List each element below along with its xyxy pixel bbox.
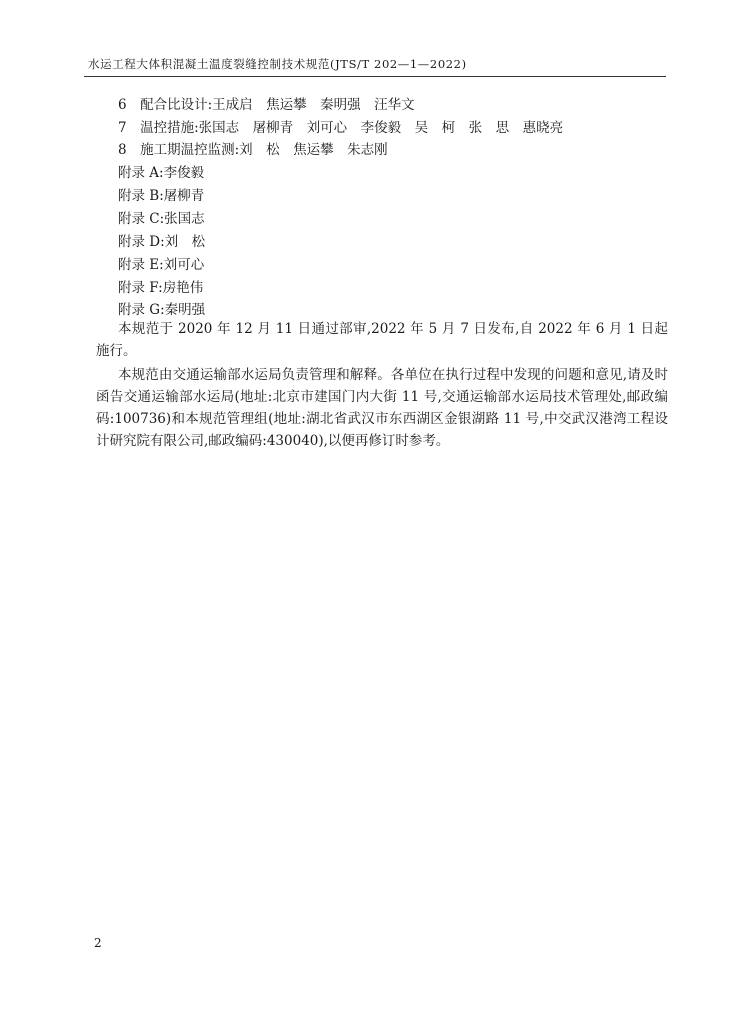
credit-line: 附录 D:刘 松 <box>118 234 206 250</box>
credit-line: 8 施工期温控监测:刘 松 焦运攀 朱志刚 <box>118 142 388 158</box>
credit-line: 附录 E:刘可心 <box>118 257 205 273</box>
approval-paragraph: 本规范于 2020 年 12 月 11 日通过部审,2022 年 5 月 7 日发布,自 2022 年 6 月 1 日起施行。 <box>96 321 668 359</box>
credit-line: 附录 G:秦明强 <box>118 302 206 318</box>
credit-line: 7 温控措施:张国志 屠柳青 刘可心 李俊毅 吴 柯 张 思 惠晓亮 <box>118 120 564 136</box>
header-divider <box>84 76 666 77</box>
credit-line: 附录 B:屠柳青 <box>118 188 205 204</box>
credit-line: 附录 C:张国志 <box>118 211 205 227</box>
management-paragraph: 本规范由交通运输部水运局负责管理和解释。各单位在执行过程中发现的问题和意见,请及时函告交通运输部水运局(地址:北京市建国门内大街 11 号,交通运输部水运局技术管理处,邮政编码:100736)和本规范管理组(地址:湖北省武汉市东西湖区金银湖路 11 号,中交武汉港湾工程设计研究院有限公司,邮政编码:430040),以便再修订时参考。 <box>96 367 668 449</box>
page-number: 2 <box>94 936 102 950</box>
credit-line: 附录 A:李俊毅 <box>118 165 205 181</box>
credit-line: 6 配合比设计:王成启 焦运攀 秦明强 汪华文 <box>118 97 415 113</box>
running-header: 水运工程大体积混凝土温度裂缝控制技术规范(JTS/T 202—1—2022) <box>88 57 467 71</box>
credit-line: 附录 F:房艳伟 <box>118 280 204 296</box>
